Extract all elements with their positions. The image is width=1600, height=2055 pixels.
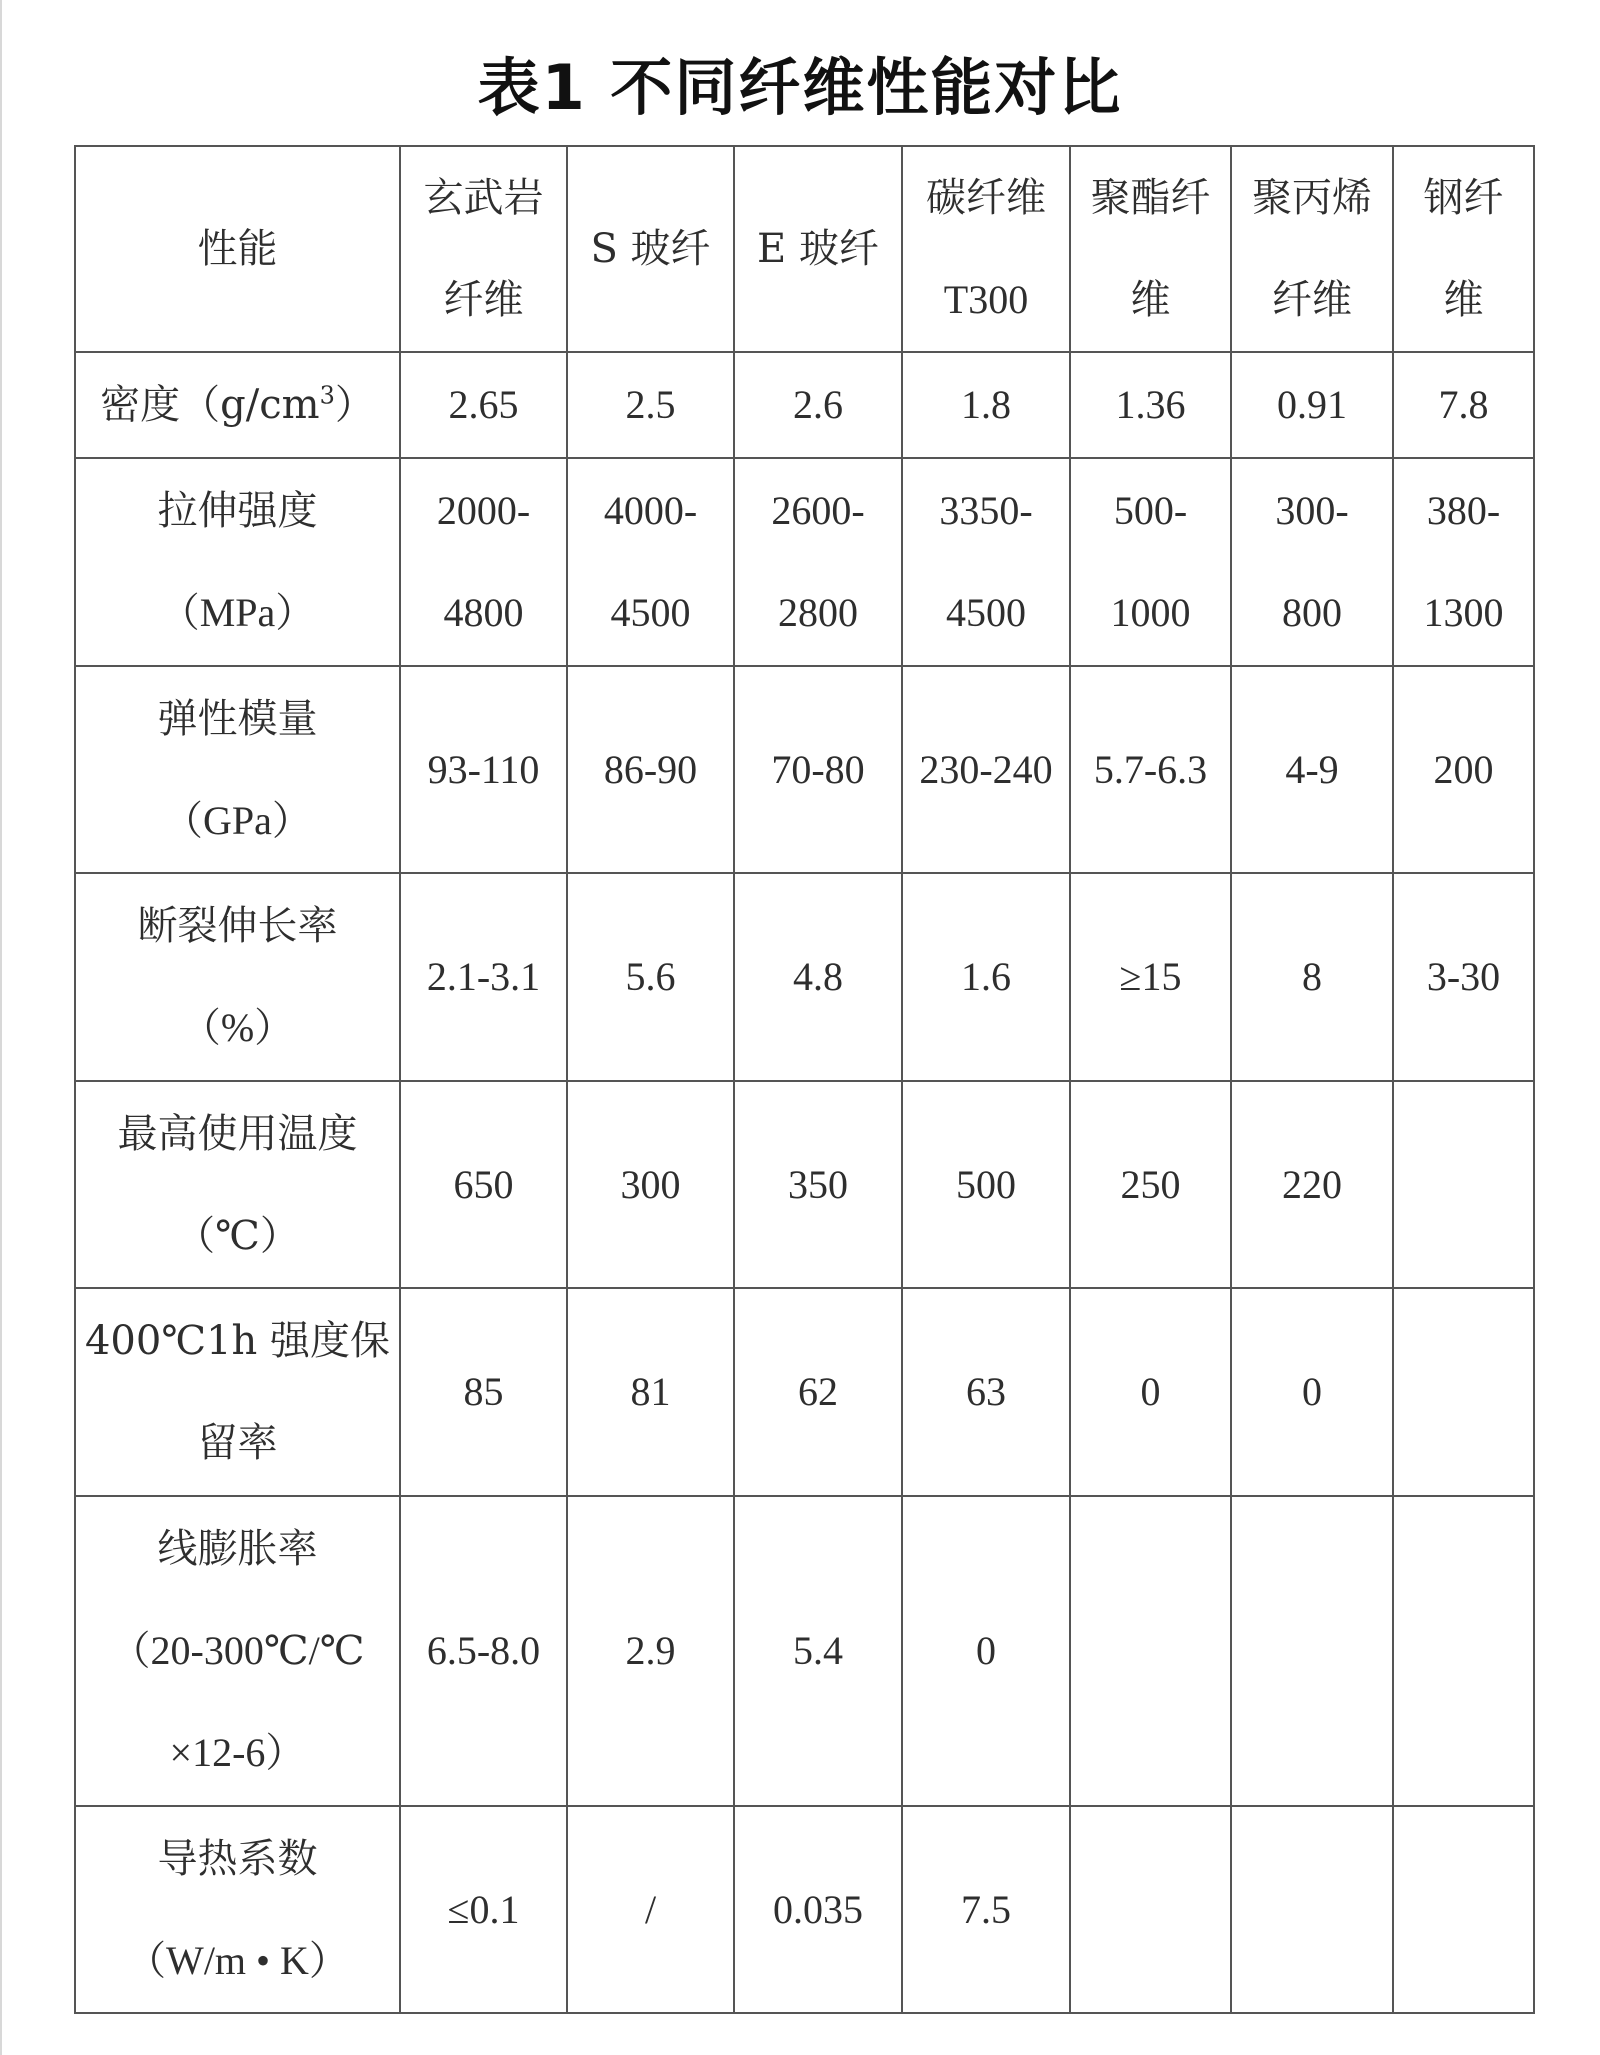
- header-property: 性能: [75, 146, 400, 352]
- table-cell: [1070, 1496, 1231, 1806]
- table-cell: 4000- 4500: [567, 458, 734, 666]
- row-label-linear-expansion: 线膨胀率 （20-300℃/℃ ×12-6）: [75, 1496, 400, 1806]
- table-cell: 8: [1231, 873, 1393, 1081]
- table-cell: 2.6: [734, 352, 902, 458]
- table-cell: 380- 1300: [1393, 458, 1534, 666]
- table-row-elongation: [75, 873, 1534, 1081]
- table-cell: 1.36: [1070, 352, 1231, 458]
- row-label-tensile-strength: 拉伸强度 （MPa）: [75, 458, 400, 666]
- header-polyester: [1070, 146, 1231, 352]
- row-label-max-temperature: 最高使用温度 （℃）: [75, 1081, 400, 1288]
- table-cell: 3-30: [1393, 873, 1534, 1081]
- header-e-glass: E 玻纤: [734, 146, 902, 352]
- table-cell: 2600- 2800: [734, 458, 902, 666]
- table-cell: 7.5: [902, 1806, 1070, 2013]
- table-cell: 2.65: [400, 352, 567, 458]
- table-cell: 3350- 4500: [902, 458, 1070, 666]
- page-edge: [0, 0, 2, 2055]
- table-cell: 650: [400, 1081, 567, 1288]
- table-cell: 2000- 4800: [400, 458, 567, 666]
- table-cell: 85: [400, 1288, 567, 1496]
- header-polypropylene-line1: 聚丙烯: [1252, 175, 1372, 221]
- header-carbon-line1: 碳纤维: [926, 175, 1046, 221]
- header-steel-line1: 钢纤: [1423, 175, 1504, 221]
- table-cell: 220: [1231, 1081, 1393, 1288]
- table-row-tensile-strength: [75, 458, 1534, 666]
- header-carbon-line2: T300: [943, 277, 1029, 322]
- table-row-elastic-modulus: [75, 666, 1534, 873]
- table-cell: 86-90: [567, 666, 734, 873]
- table-cell: 350: [734, 1081, 902, 1288]
- table-cell: 2.1-3.1: [400, 873, 567, 1081]
- table-cell: 500: [902, 1081, 1070, 1288]
- table-cell: 0.91: [1231, 352, 1393, 458]
- table-cell: 62: [734, 1288, 902, 1496]
- header-steel: [1393, 146, 1534, 352]
- table-cell: 7.8: [1393, 352, 1534, 458]
- header-basalt: [400, 146, 567, 352]
- table-cell: /: [567, 1806, 734, 2013]
- header-basalt-line1: 玄武岩: [423, 175, 544, 221]
- table-cell: 4-9: [1231, 666, 1393, 873]
- table-cell: ≤0.1: [400, 1806, 567, 2013]
- header-polyester-line2: 维: [1130, 277, 1171, 323]
- row-label-strength-retention: 400℃1h 强度保 留率: [75, 1288, 400, 1496]
- table-cell: 300: [567, 1081, 734, 1288]
- table-cell: 2.5: [567, 352, 734, 458]
- table-cell: 1.6: [902, 873, 1070, 1081]
- table-cell: 81: [567, 1288, 734, 1496]
- table-row-strength-retention: [75, 1288, 1534, 1496]
- table-cell: 6.5-8.0: [400, 1496, 567, 1806]
- table-row-thermal-conductivity: [75, 1806, 1534, 2013]
- header-basalt-line2: 纤维: [443, 277, 524, 323]
- table-cell: 500- 1000: [1070, 458, 1231, 666]
- table-cell: [1393, 1806, 1534, 2013]
- row-label-density: 密度$(g/cm^3)$: [75, 352, 400, 458]
- table-cell: [1070, 1806, 1231, 2013]
- header-polypropylene: [1231, 146, 1393, 352]
- fiber-comparison-table: [74, 145, 1535, 2014]
- table-cell: 1.8: [902, 352, 1070, 458]
- table-cell: 5.4: [734, 1496, 902, 1806]
- header-s-glass: S 玻纤: [567, 146, 734, 352]
- table-cell: [1393, 1496, 1534, 1806]
- table-cell: 93-110: [400, 666, 567, 873]
- header-polypropylene-line2: 纤维: [1272, 277, 1352, 323]
- table-cell: 230-240: [902, 666, 1070, 873]
- table-cell: 2.9: [567, 1496, 734, 1806]
- page-title: 表1 不同纤维性能对比: [477, 51, 1123, 124]
- table-cell: 0: [902, 1496, 1070, 1806]
- table-cell: 0: [1231, 1288, 1393, 1496]
- table-cell: 250: [1070, 1081, 1231, 1288]
- table-cell: 200: [1393, 666, 1534, 873]
- header-carbon: [902, 146, 1070, 352]
- table-cell: 63: [902, 1288, 1070, 1496]
- header-polyester-line1: 聚酯纤: [1090, 175, 1211, 221]
- table-cell: 70-80: [734, 666, 902, 873]
- row-label-elastic-modulus: 弹性模量 （GPa）: [75, 666, 400, 873]
- table-cell: 0: [1070, 1288, 1231, 1496]
- header-steel-line2: 维: [1443, 277, 1484, 323]
- table-cell: ≥15: [1070, 873, 1231, 1081]
- row-label-thermal-conductivity: 导热系数 （W/m • K）: [75, 1806, 400, 2013]
- table-cell: [1231, 1496, 1393, 1806]
- table-cell: 4.8: [734, 873, 902, 1081]
- table-row-linear-expansion: [75, 1496, 1534, 1806]
- table-cell: 5.7-6.3: [1070, 666, 1231, 873]
- table-cell: [1393, 1081, 1534, 1288]
- table-header-row: [75, 146, 1534, 352]
- row-label-elongation: 断裂伸长率 （%）: [75, 873, 400, 1081]
- table-row-density: [75, 352, 1534, 458]
- table-row-max-temperature: [75, 1081, 1534, 1288]
- table-cell: 5.6: [567, 873, 734, 1081]
- table-cell: [1231, 1806, 1393, 2013]
- table-cell: 300- 800: [1231, 458, 1393, 666]
- table-cell: 0.035: [734, 1806, 902, 2013]
- table-cell: [1393, 1288, 1534, 1496]
